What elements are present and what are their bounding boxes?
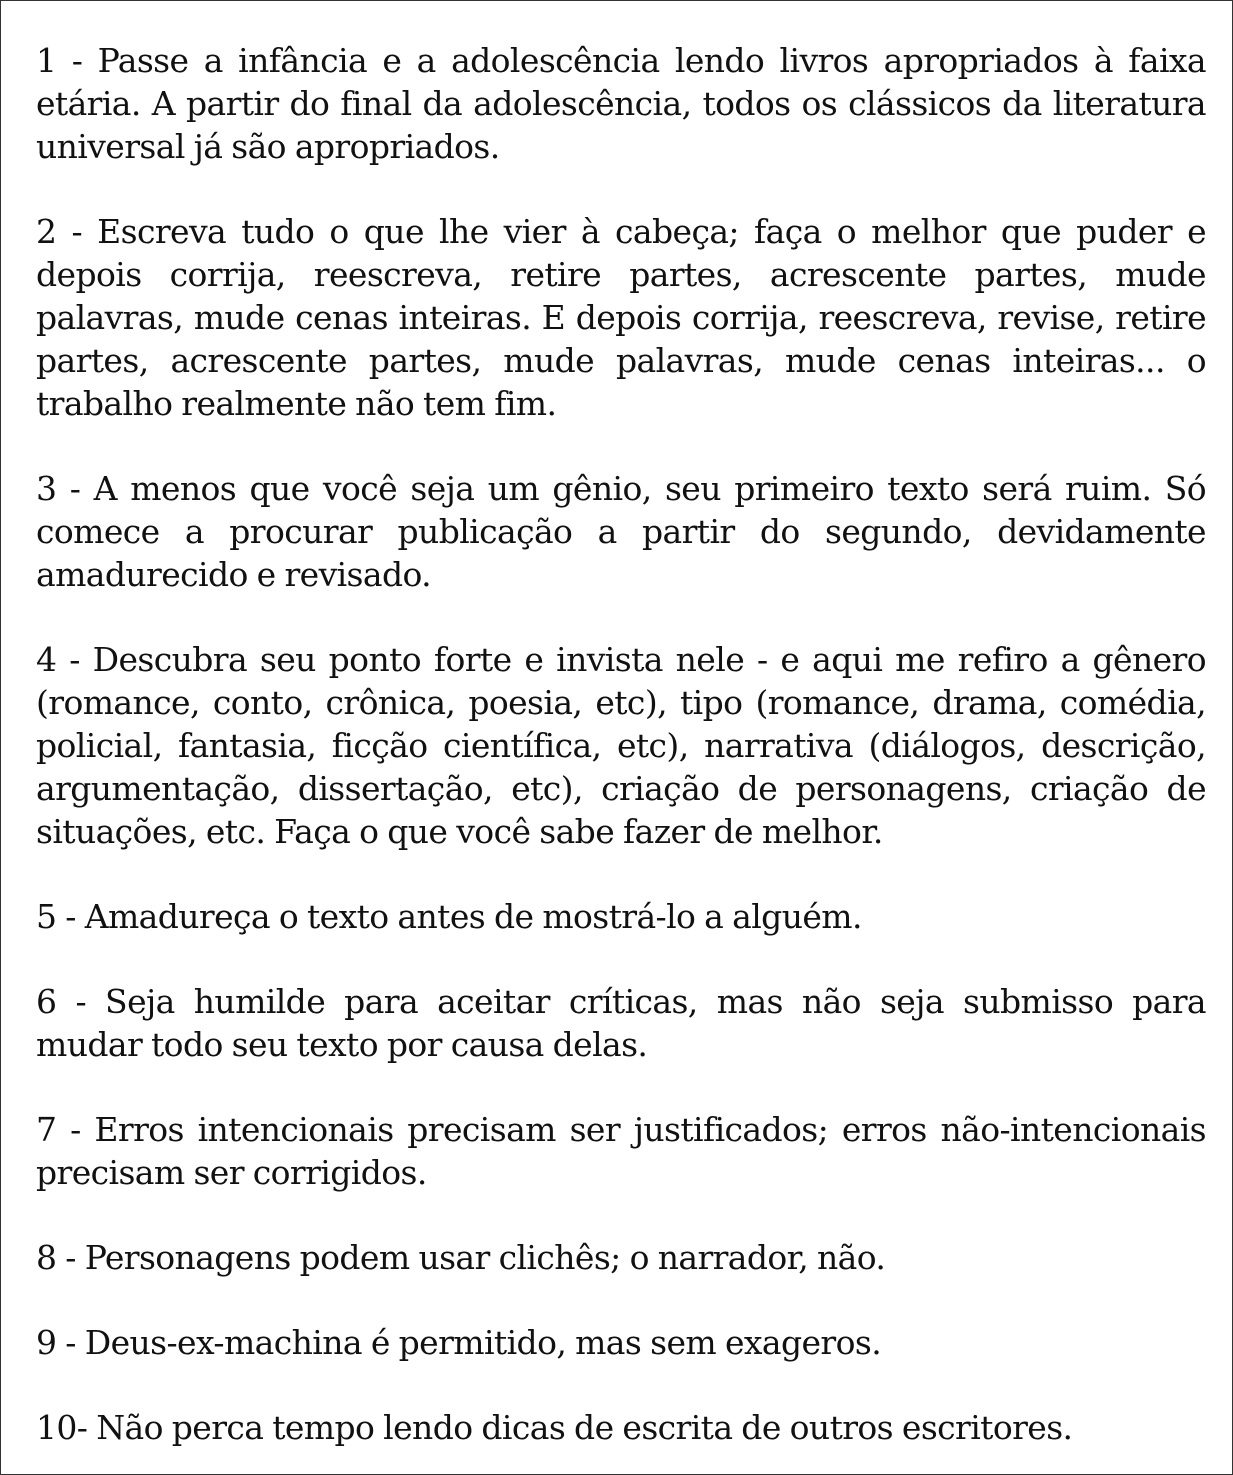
- tip-5: 5 - Amadureça o texto antes de mostrá-lo a alguém.: [36, 897, 862, 936]
- tip-8: 8 - Personagens podem usar clichês; o narrador, não.: [36, 1238, 886, 1277]
- tip-7: 7 - Erros intencionais precisam ser justificados; erros não-intencionais precisam ser corrigidos.: [36, 1110, 1206, 1192]
- tip-9: 9 - Deus-ex-machina é permitido, mas sem exageros.: [36, 1323, 882, 1362]
- tip-2: 2 - Escreva tudo o que lhe vier à cabeça; faça o melhor que puder e depois corrija, reescreva, retire partes, acrescente partes, mude palavras, mude cenas inteiras. E depois corrija, reescreva, revise, retire partes, acrescente partes, mude palavras, mude cenas inteiras... o trabalho realmente não tem fim.: [36, 212, 1206, 423]
- tip-3: 3 - A menos que você seja um gênio, seu primeiro texto será ruim. Só comece a procurar publicação a partir do segundo, devidamente amadurecido e revisado.: [36, 469, 1206, 594]
- tip-10: 10- Não perca tempo lendo dicas de escrita de outros escritores.: [36, 1408, 1073, 1447]
- tip-6: 6 - Seja humilde para aceitar críticas, mas não seja submisso para mudar todo seu texto por causa delas.: [36, 982, 1206, 1064]
- tips-list: [36, 39, 1206, 1449]
- tip-1: 1 - Passe a infância e a adolescência lendo livros apropriados à faixa etária. A partir do final da adolescência, todos os clássicos da literatura universal já são apropriados.: [36, 41, 1206, 166]
- tip-4: 4 - Descubra seu ponto forte e invista nele - e aqui me refiro a gênero (romance, conto, crônica, poesia, etc), tipo (romance, drama, comédia, policial, fantasia, ficção científica, etc), narrativa (diálogos, descrição, argumentação, dissertação, etc), criação de personagens, criação de situações, etc. Faça o que você sabe fazer de melhor.: [36, 640, 1206, 851]
